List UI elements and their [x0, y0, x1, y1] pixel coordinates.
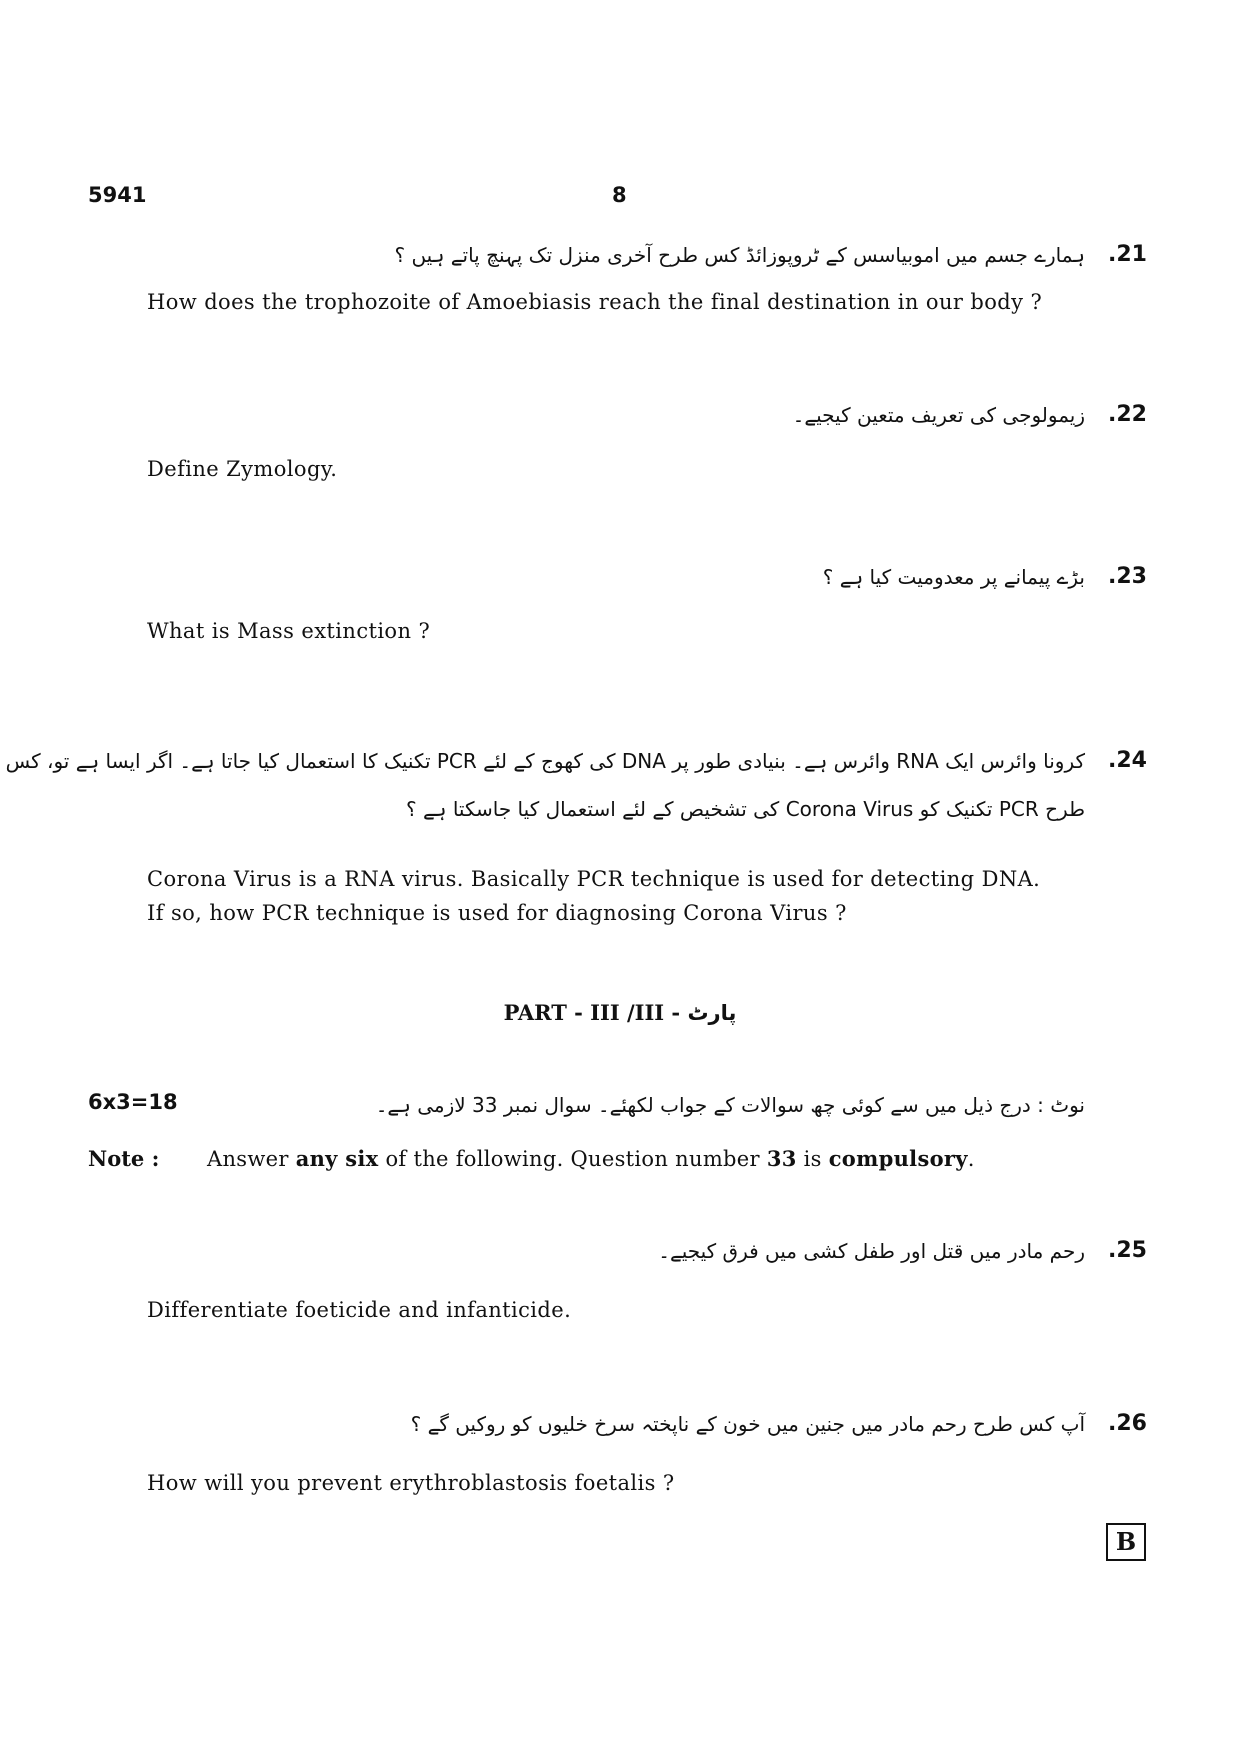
part-heading-urdu: پارٹ: [687, 1001, 737, 1025]
question-number: .26: [1108, 1411, 1147, 1436]
part-heading-english: PART - III /III -: [503, 1000, 688, 1025]
question-urdu-line2: طرح PCR تکنیک کو Corona Virus کی تشخیص کے لئے استعمال کیا جاسکتا ہے ؟: [406, 797, 1085, 821]
question-urdu: رحم مادر میں قتل اور طفل کشی میں فرق کیجیے۔: [658, 1239, 1085, 1263]
note-question-number: 33: [766, 1146, 797, 1171]
question-english: How does the trophozoite of Amoebiasis reach the final destination in our body ?: [147, 290, 1043, 314]
marks-scheme: 6x3=18: [88, 1090, 178, 1114]
question-urdu: آپ کس طرح رحم مادر میں جنین میں خون کے ناپختہ سرخ خلیوں کو روکیں گے ؟: [410, 1412, 1085, 1436]
question-english: What is Mass extinction ?: [147, 619, 431, 643]
question-number: .21: [1108, 242, 1147, 267]
page-number: 8: [612, 183, 627, 207]
question-english: How will you prevent erythroblastosis foetalis ?: [147, 1471, 675, 1495]
note-emphasis: compulsory: [828, 1146, 968, 1171]
question-number: .24: [1108, 748, 1147, 773]
question-urdu-line1: کرونا وائرس ایک RNA وائرس ہے۔ بنیادی طور پر DNA کی کھوج کے لئے PCR تکنیک کا استعمال کیا جاتا ہے۔ اگر ایسا ہے تو، کس: [5, 749, 1085, 773]
question-urdu: زیمولوجی کی تعریف متعین کیجیے۔: [792, 403, 1085, 427]
note-urdu: نوٹ : درج ذیل میں سے کوئی چھ سوالات کے جواب لکھئے۔ سوال نمبر 33 لازمی ہے۔: [375, 1093, 1085, 1117]
question-english: Define Zymology.: [147, 457, 338, 481]
paper-code: 5941: [88, 183, 147, 207]
question-urdu: ہمارے جسم میں اموبیاسس کے ٹروپوزائڈ کس طرح آخری منزل تک پہنچ پاتے ہیں ؟: [394, 243, 1085, 267]
question-number: .25: [1108, 1238, 1147, 1263]
question-number: .22: [1108, 402, 1147, 427]
question-number: .23: [1108, 564, 1147, 589]
version-box: B: [1106, 1523, 1146, 1561]
question-english-line1: Corona Virus is a RNA virus. Basically PCR technique is used for detecting DNA.: [147, 867, 1041, 891]
note-emphasis: any six: [295, 1146, 379, 1171]
question-urdu: بڑے پیمانے پر معدومیت کیا ہے ؟: [822, 565, 1085, 589]
part-heading: [0, 1000, 1240, 1025]
question-english: Differentiate foeticide and infanticide.: [147, 1298, 572, 1322]
question-english-line2: If so, how PCR technique is used for diagnosing Corona Virus ?: [147, 901, 847, 925]
note-label: Note :: [88, 1146, 160, 1171]
note-text: Answer any six of the following. Question number 33 is compulsory.: [207, 1146, 975, 1171]
